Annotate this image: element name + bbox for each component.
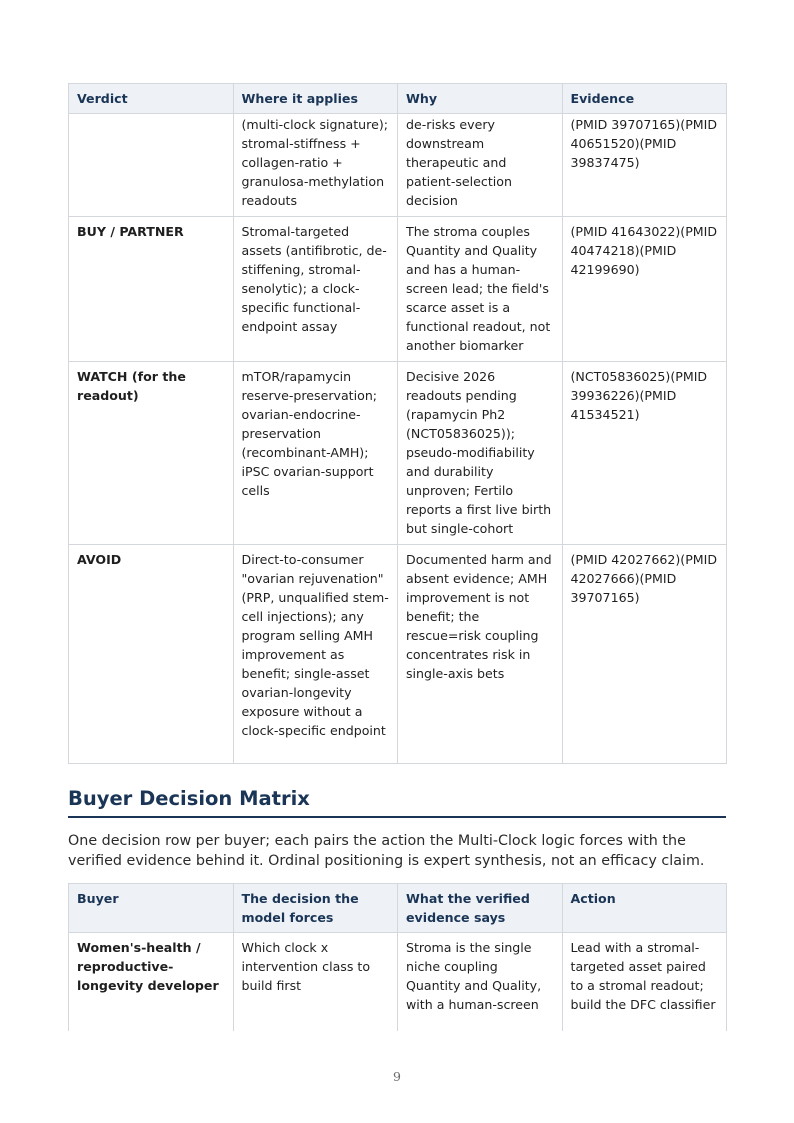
action-cell: Lead with a stromal-targeted asset paired to a stromal readout; build the DFC classifier (562, 933, 727, 1031)
table-header-row (69, 84, 727, 114)
verdict-table (68, 83, 727, 764)
section-heading: Buyer Decision Matrix (68, 787, 726, 818)
decision-cell: Which clock x intervention class to build first (233, 933, 398, 1031)
table-row (69, 114, 727, 217)
evidence-cell: (PMID 39707165)(PMID 40651520)(PMID 39837475) (562, 114, 727, 217)
where-cell: Stromal-targeted assets (antifibrotic, de-stiffening, stromal-senolytic); a clock-specific functional-endpoint assay (233, 217, 398, 362)
column-header-verdict: Verdict (69, 84, 234, 114)
buyer-decision-table (68, 883, 727, 1031)
why-cell: Decisive 2026 readouts pending (rapamycin Ph2 (NCT05836025)); pseudo-modifiability and durability unproven; Fertilo reports a first live birth but single-cohort (398, 362, 563, 545)
buyer-cell: Women's-health / reproductive-longevity developer (69, 933, 234, 1031)
verdict-cell: BUY / PARTNER (69, 217, 234, 362)
column-header-where-it-applies: Where it applies (233, 84, 398, 114)
where-cell: Direct-to-consumer "ovarian rejuvenation" (PRP, unqualified stem-cell injections); any program selling AMH improvement as benefit; single-asset ovarian-longevity exposure without a clock-specific endpoint (233, 545, 398, 764)
column-header-buyer: Buyer (69, 884, 234, 933)
table-row (69, 933, 727, 1031)
why-cell: The stroma couples Quantity and Quality and has a human-screen lead; the field's scarce asset is a functional readout, not another biomarker (398, 217, 563, 362)
where-cell: mTOR/rapamycin reserve-preservation; ovarian-endocrine-preservation (recombinant-AMH); iPSC ovarian-support cells (233, 362, 398, 545)
section-intro-paragraph: One decision row per buyer; each pairs the action the Multi-Clock logic forces with the verified evidence behind it. Ordinal positioning is expert synthesis, not an efficacy claim. (68, 833, 705, 869)
why-cell: de-risks every downstream therapeutic and patient-selection decision (398, 114, 563, 217)
verdict-cell: AVOID (69, 545, 234, 764)
table-row (69, 217, 727, 362)
why-cell: Documented harm and absent evidence; AMH improvement is not benefit; the rescue=risk coupling concentrates risk in single-axis bets (398, 545, 563, 764)
column-header-why: Why (398, 84, 563, 114)
column-header-evidence-says: What the verified evidence says (398, 884, 563, 933)
table-row (69, 362, 727, 545)
table-row (69, 545, 727, 764)
column-header-evidence: Evidence (562, 84, 727, 114)
evidence-cell: (PMID 41643022)(PMID 40474218)(PMID 42199690) (562, 217, 727, 362)
table-header-row (69, 884, 727, 933)
page-number: 9 (393, 1069, 401, 1084)
column-header-decision: The decision the model forces (233, 884, 398, 933)
verdict-cell (69, 114, 234, 217)
where-cell: (multi-clock signature); stromal-stiffness + collagen-ratio + granulosa-methylation readouts (233, 114, 398, 217)
evidence-says-cell: Stroma is the single niche coupling Quantity and Quality, with a human-screen (398, 933, 563, 1031)
column-header-action: Action (562, 884, 727, 933)
evidence-cell: (PMID 42027662)(PMID 42027666)(PMID 39707165) (562, 545, 727, 764)
evidence-cell: (NCT05836025)(PMID 39936226)(PMID 41534521) (562, 362, 727, 545)
verdict-cell: WATCH (for the readout) (69, 362, 234, 545)
